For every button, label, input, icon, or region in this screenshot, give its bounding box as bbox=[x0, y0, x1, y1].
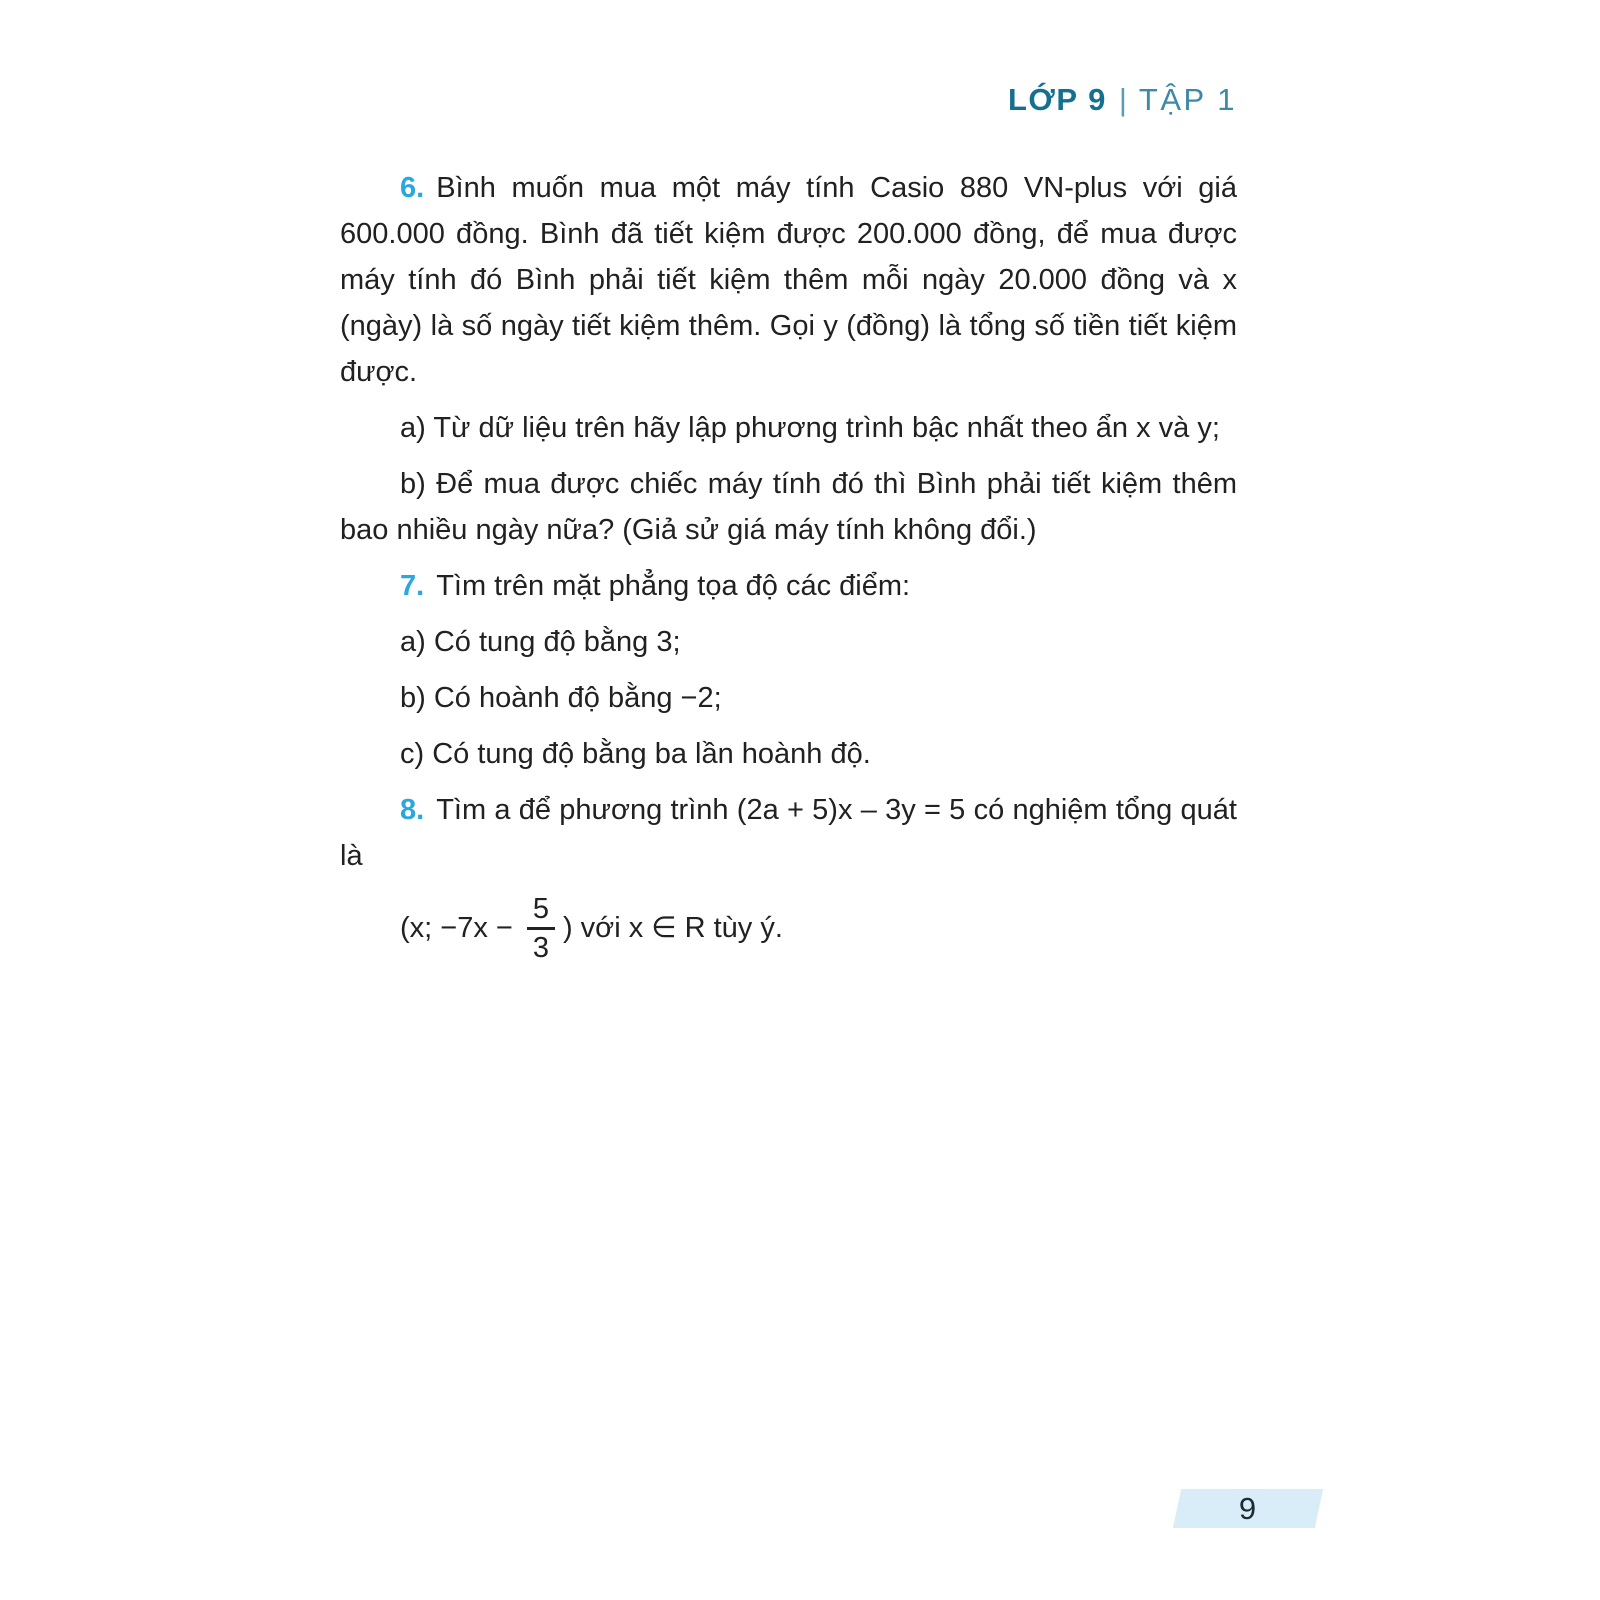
problem-6-part-a bbox=[340, 405, 1237, 451]
problem-7-intro bbox=[340, 563, 1237, 609]
problem-6-number: 6. bbox=[400, 172, 425, 204]
problem-7-part-a bbox=[340, 619, 1237, 665]
page-header bbox=[1008, 82, 1237, 118]
grade-label: LỚP 9 bbox=[1007, 82, 1107, 117]
header-separator: | bbox=[1118, 82, 1127, 117]
problem-7-part-b bbox=[340, 675, 1237, 721]
problem-6-part-b-text: b) Để mua được chiếc máy tính đó thì Bình phải tiết kiệm thêm bao nhiều ngày nữa? (Giả sử giá máy tính không đổi.) bbox=[340, 468, 1237, 546]
page-number: 9 bbox=[1239, 1490, 1257, 1526]
fraction-denominator: 3 bbox=[527, 927, 555, 965]
volume-label: TẬP 1 bbox=[1138, 82, 1237, 117]
problem-6-intro bbox=[340, 165, 1237, 395]
formula-before: (x; −7x − bbox=[400, 912, 513, 944]
problem-6-text: Bình muốn mua một máy tính Casio 880 VN-plus với giá 600.000 đồng. Bình đã tiết kiệm được 200.000 đồng, để mua được máy tính đó Bình phải tiết kiệm thêm mỗi ngày 20.000 đồng và x (ngày) là số ngày tiết kiệm thêm. Gọi y (đồng) là tổng số tiền tiết kiệm được. bbox=[340, 172, 1237, 388]
problem-8-number: 8. bbox=[400, 794, 425, 826]
problem-6-part-b bbox=[340, 461, 1237, 553]
page-content bbox=[340, 165, 1237, 967]
problem-7-part-c-text: c) Có tung độ bằng ba lần hoành độ. bbox=[400, 738, 871, 770]
problem-8-text: Tìm a để phương trình (2a + 5)x – 3y = 5 có nghiệm tổng quát là bbox=[340, 794, 1237, 872]
fraction-5-over-3 bbox=[527, 892, 555, 965]
problem-7-text: Tìm trên mặt phẳng tọa độ các điểm: bbox=[436, 570, 911, 602]
problem-7-part-a-text: a) Có tung độ bằng 3; bbox=[400, 626, 681, 658]
page-number-tab bbox=[1173, 1489, 1323, 1528]
problem-8-intro bbox=[340, 787, 1237, 879]
problem-8-formula bbox=[340, 889, 1237, 967]
problem-7-number: 7. bbox=[400, 570, 425, 602]
problem-7-part-c bbox=[340, 731, 1237, 777]
fraction-numerator: 5 bbox=[532, 892, 549, 925]
problem-6-part-a-text: a) Từ dữ liệu trên hãy lập phương trình bậc nhất theo ẩn x và y; bbox=[400, 412, 1220, 444]
problem-7-part-b-text: b) Có hoành độ bằng −2; bbox=[400, 682, 722, 714]
formula-after: ) với x ∈ R tùy ý. bbox=[562, 912, 783, 944]
